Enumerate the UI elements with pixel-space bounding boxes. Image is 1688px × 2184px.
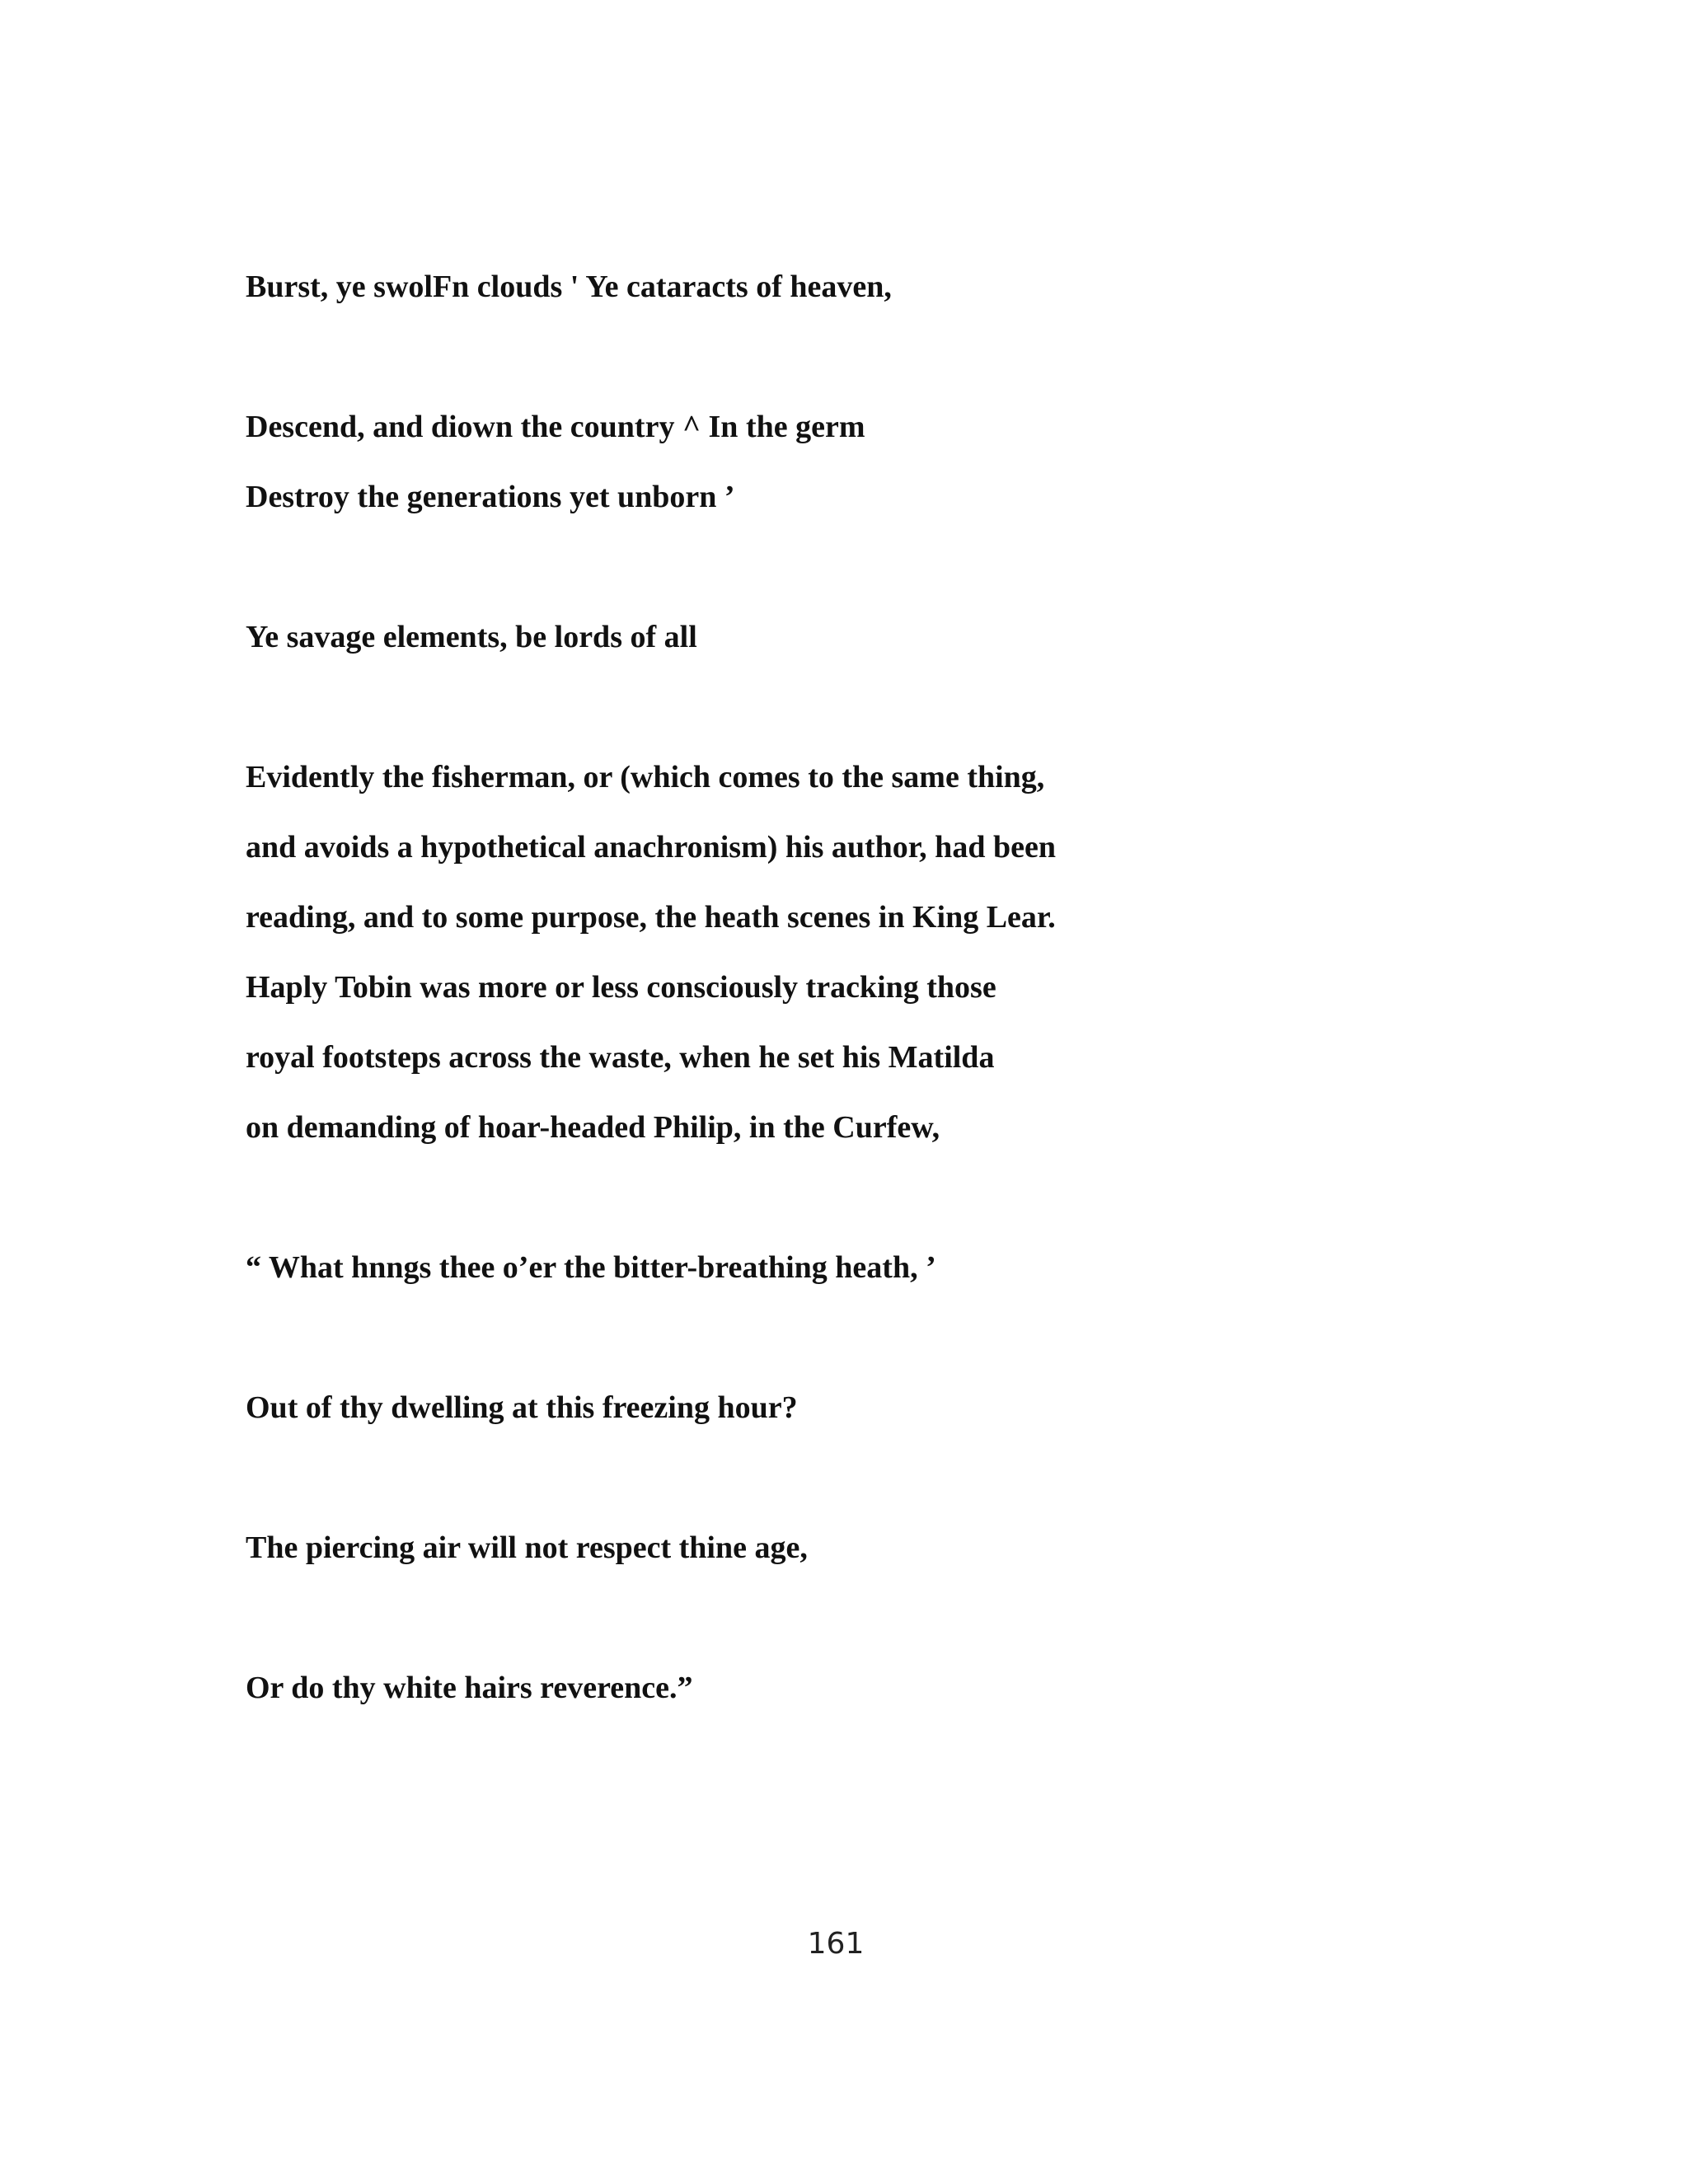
- verse-line: “ What hnngs thee o’er the bitter-breathing heath, ’: [246, 1250, 936, 1285]
- verse-line: Out of thy dwelling at this freezing hour?: [246, 1390, 798, 1425]
- verse-line: Ye savage elements, be lords of all: [246, 620, 697, 654]
- verse-line: Destroy the generations yet unborn ’: [246, 480, 735, 514]
- prose-line: and avoids a hypothetical anachronism) his author, had been: [246, 830, 1056, 865]
- prose-line: royal footsteps across the waste, when he set his Matilda: [246, 1040, 995, 1075]
- verse-line: Burst, ye swolFn clouds ' Ye cataracts of heaven,: [246, 269, 892, 304]
- verse-line: Or do thy white hairs reverence.”: [246, 1671, 693, 1705]
- verse-line: Descend, and diown the country ^ In the germ: [246, 410, 865, 444]
- page-number: 161: [807, 1927, 865, 1961]
- prose-line: on demanding of hoar-headed Philip, in the Curfew,: [246, 1110, 940, 1145]
- prose-line: Haply Tobin was more or less consciously tracking those: [246, 970, 996, 1005]
- prose-line: reading, and to some purpose, the heath scenes in King Lear.: [246, 900, 1056, 935]
- prose-line: Evidently the fisherman, or (which comes to the same thing,: [246, 760, 1045, 794]
- verse-line: The piercing air will not respect thine age,: [246, 1530, 808, 1565]
